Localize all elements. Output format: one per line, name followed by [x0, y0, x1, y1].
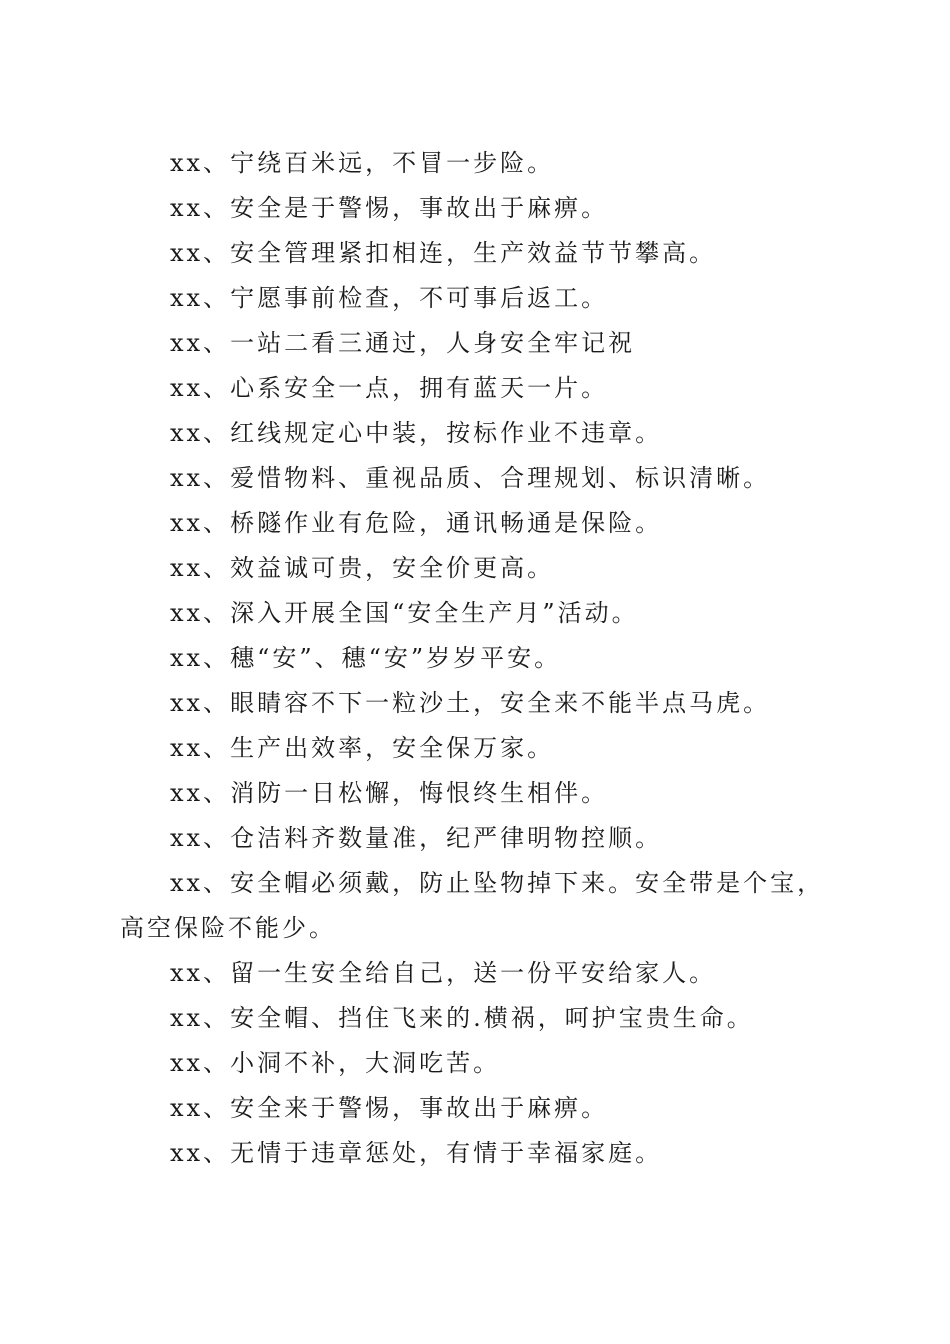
slogan-paragraph: xx、爱惜物料、重视品质、合理规划、标识清晰。 — [170, 464, 771, 492]
slogan-paragraph: xx、安全帽、挡住飞来的.横祸，呵护宝贵生命。 — [170, 1004, 754, 1032]
document-body — [120, 141, 830, 1176]
slogan-paragraph: xx、效益诚可贵，安全价更高。 — [170, 554, 555, 582]
slogan-paragraph: xx、一站二看三通过，人身安全牢记祝 — [170, 329, 636, 357]
slogan-paragraph: xx、安全来于警惕，事故出于麻痹。 — [170, 1094, 609, 1122]
slogan-paragraph: xx、宁绕百米远，不冒一步险。 — [170, 149, 555, 177]
slogan-paragraph: xx、深入开展全国“安全生产月”活动。 — [170, 599, 639, 627]
slogan-paragraph: xx、安全管理紧扣相连，生产效益节节攀高。 — [170, 239, 717, 267]
slogan-paragraph: xx、生产出效率，安全保万家。 — [170, 734, 555, 762]
slogan-paragraph: xx、心系安全一点，拥有蓝天一片。 — [170, 374, 609, 402]
slogan-paragraph: xx、安全帽必须戴，防止坠物掉下来。安全带是个宝，高空保险不能少。 — [120, 869, 825, 942]
slogan-paragraph: xx、宁愿事前检查，不可事后返工。 — [170, 284, 609, 312]
slogan-paragraph: xx、消防一日松懈，悔恨终生相伴。 — [170, 779, 609, 807]
slogan-paragraph: xx、红线规定心中装，按标作业不违章。 — [170, 419, 663, 447]
slogan-paragraph: xx、安全是于警惕，事故出于麻痹。 — [170, 194, 609, 222]
slogan-paragraph: xx、桥隧作业有危险，通讯畅通是保险。 — [170, 509, 663, 537]
slogan-paragraph: xx、小洞不补，大洞吃苦。 — [170, 1049, 501, 1077]
slogan-paragraph: xx、眼睛容不下一粒沙土，安全来不能半点马虎。 — [170, 689, 771, 717]
slogan-paragraph: xx、仓洁料齐数量准，纪严律明物控顺。 — [170, 824, 663, 852]
slogan-paragraph: xx、留一生安全给自己，送一份平安给家人。 — [170, 959, 717, 987]
slogan-paragraph: xx、穗“安”、穗“安”岁岁平安。 — [170, 644, 562, 672]
slogan-paragraph: xx、无情于违章惩处，有情于幸福家庭。 — [170, 1139, 663, 1167]
